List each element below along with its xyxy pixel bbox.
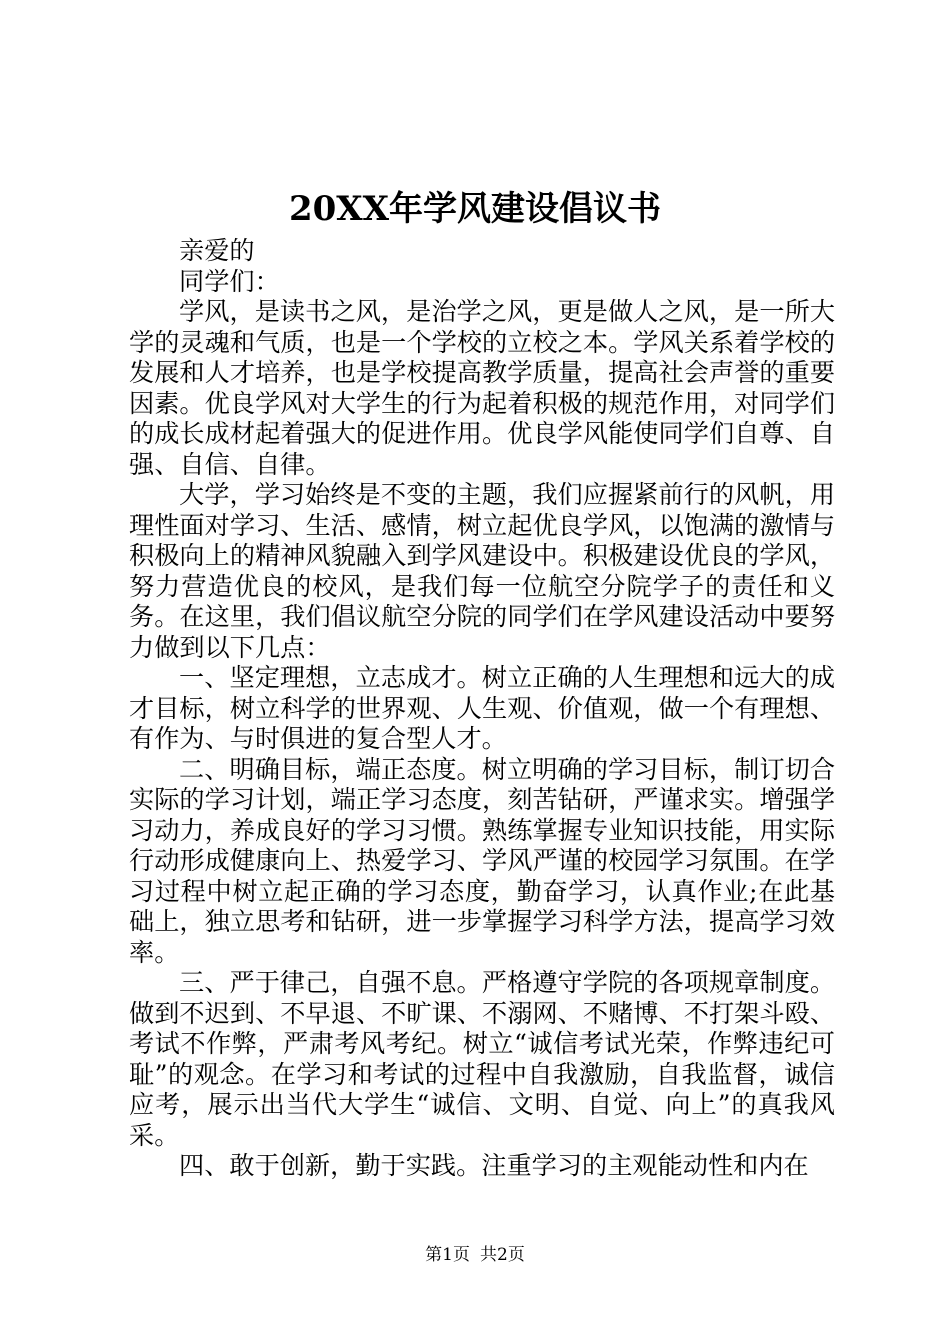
body-paragraph: 二、明确目标，端正态度。树立明确的学习目标，制订切合实际的学习计划，端正学习态度，刻苦钻研，严谨求实。增强学习动力，养成良好的学习习惯。熟练掌握专业知识技能，用实际行动形成健康向上、热爱学习、学风严谨的校园学习氛围。在学习过程中树立起正确的学习态度，勤奋学习，认真作业;在此基础上，独立思考和钻研，进一步掌握学习科学方法，提高学习效率。 — [129, 754, 835, 967]
body-paragraph: 四、敢于创新，勤于实践。注重学习的主观能动性和内在 — [179, 1151, 809, 1180]
body-paragraph: 大学，学习始终是不变的主题，我们应握紧前行的风帆，用理性面对学习、生活、感情，树立起优良学风，以饱满的激情与积极向上的精神风貌融入到学风建设中。积极建设优良的学风，努力营造优良的校风，是我们每一位航空分院学子的责任和义务。在这里，我们倡议航空分院的同学们在学风建设活动中要努力做到以下几点： — [129, 480, 835, 662]
document-body — [129, 236, 835, 1182]
page-number: 第1页 — [425, 1245, 470, 1265]
body-paragraph: 三、严于律己，自强不息。严格遵守学院的各项规章制度。做到不迟到、不早退、不旷课、不溺网、不赌博、不打架斗殴、考试不作弊，严肃考风考纪。树立“诚信考试光荣，作弊违纪可耻”的观念。在学习和考试的过程中自我激励，自我监督，诚信应考，展示出当代大学生“诚信、文明、自觉、向上”的真我风采。 — [129, 968, 835, 1150]
salutation-line: 同学们： — [179, 266, 280, 296]
body-paragraph: 一、坚定理想，立志成才。树立正确的人生理想和远大的成才目标，树立科学的世界观、人生观、价值观，做一个有理想、有作为、与时俱进的复合型人才。 — [129, 663, 835, 753]
body-paragraph: 学风，是读书之风，是治学之风，更是做人之风，是一所大学的灵魂和气质，也是一个学校的立校之本。学风关系着学校的发展和人才培养，也是学校提高教学质量，提高社会声誉的重要因素。优良学风对大学生的行为起着积极的规范作用，对同学们的成长成材起着强大的促进作用。优良学风能使同学们自尊、自强、自信、自律。 — [129, 297, 835, 479]
page-total: 共2页 — [480, 1245, 525, 1265]
document-title: 20XX年学风建设倡议书 — [288, 189, 662, 229]
page-footer — [0, 1244, 950, 1266]
salutation-line: 亲爱的 — [179, 236, 255, 265]
